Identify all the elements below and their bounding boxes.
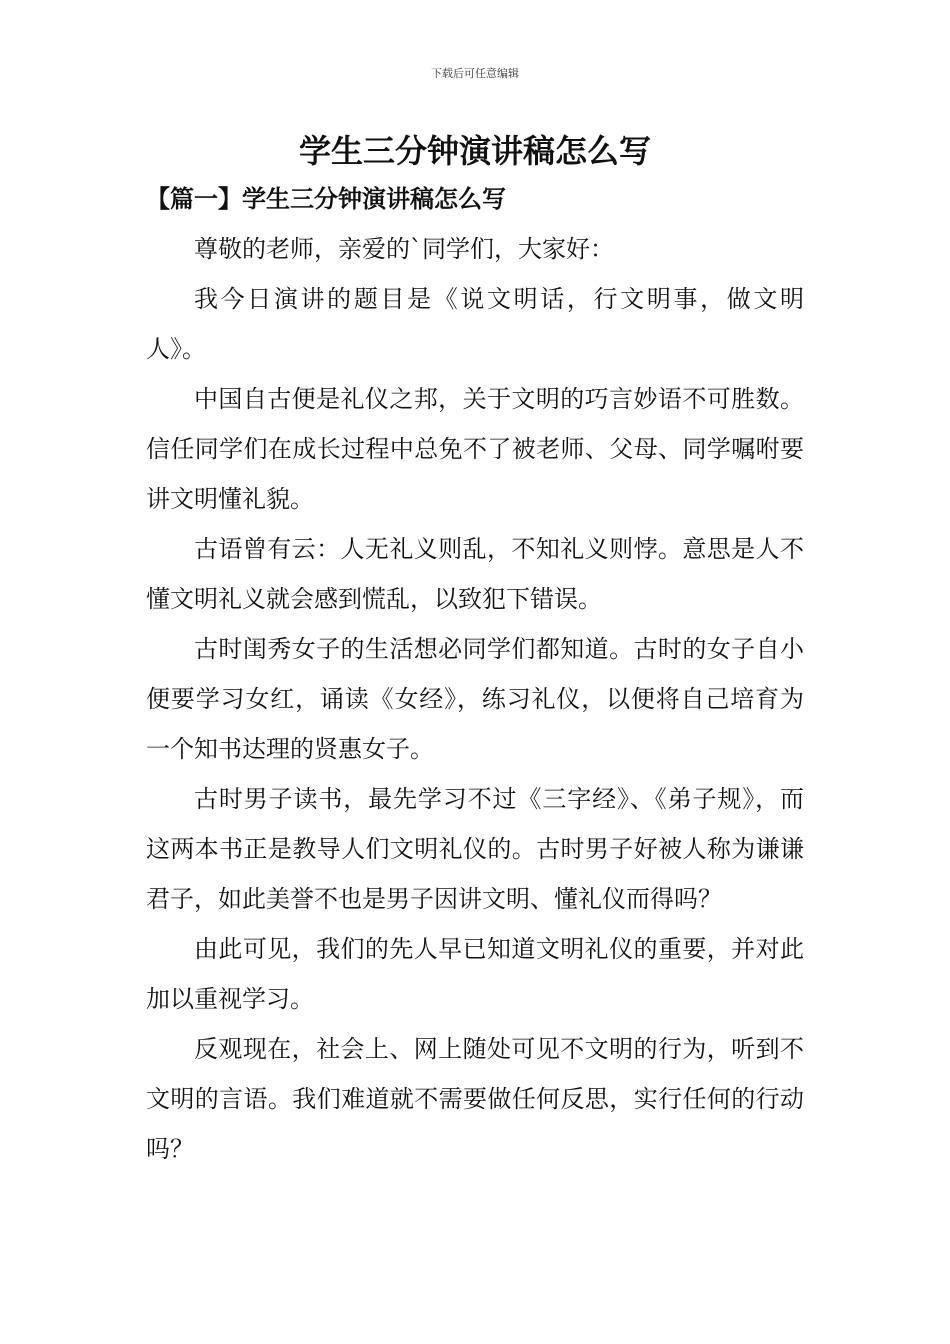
page-header-note: 下载后可任意编辑 — [431, 67, 519, 80]
paragraph: 中国自古便是礼仪之邦，关于文明的巧言妙语不可胜数。信任同学们在成长过程中总免不了被老师、父母、同学嘱咐要讲文明懂礼貌。 — [146, 385, 804, 513]
paragraph: 古时男子读书，最先学习不过《三字经》、《弟子规》，而这两本书正是教导人们文明礼仪的。古时男子好被人称为谦谦君子，如此美誉不也是男子因讲文明、懂礼仪而得吗？ — [146, 785, 804, 913]
paragraph: 古时闺秀女子的生活想必同学们都知道。古时的女子自小便要学习女红，诵读《女经》，练习礼仪，以便将自己培育为一个知书达理的贤惠女子。 — [146, 635, 804, 763]
paragraph-greeting: 尊敬的老师，亲爱的`同学们，大家好： — [194, 235, 614, 263]
document-title: 学生三分钟演讲稿怎么写 — [298, 132, 651, 170]
paragraph: 反观现在，社会上、网上随处可见不文明的行为，听到不文明的言语。我们难道就不需要做任何反思，实行任何的行动吗？ — [146, 1035, 804, 1163]
paragraph: 由此可见，我们的先人早已知道文明礼仪的重要，并对此加以重视学习。 — [146, 935, 804, 1013]
section-heading: 【篇一】学生三分钟演讲稿怎么写 — [146, 184, 506, 213]
paragraph: 古语曾有云：人无礼义则乱，不知礼义则悖。意思是人不懂文明礼义就会感到慌乱，以致犯下错误。 — [146, 535, 804, 613]
document-body — [146, 224, 804, 1174]
paragraph: 我今日演讲的题目是《说文明话，行文明事，做文明人》。 — [146, 285, 804, 363]
